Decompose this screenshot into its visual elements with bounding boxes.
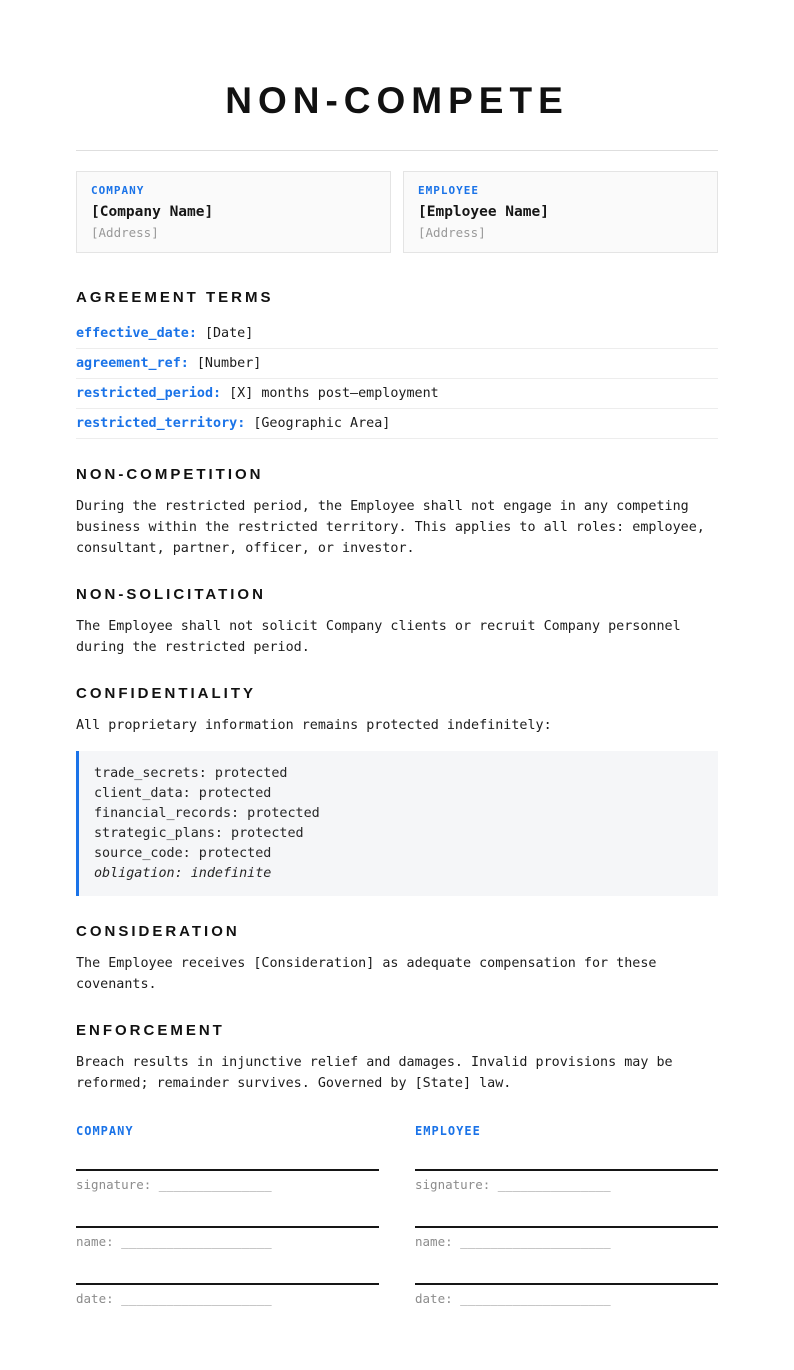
term-key: restricted_period: <box>76 386 222 401</box>
section-heading-non-solicitation: NON-SOLICITATION <box>76 586 266 603</box>
signature-field <box>415 1169 718 1193</box>
consideration-paragraph: The Employee receives [Consideration] as adequate compensation for these covenants. <box>76 956 657 992</box>
code-line-trade-secrets: trade_secrets: protected <box>94 766 288 781</box>
section-heading-non-competition: NON-COMPETITION <box>76 466 264 483</box>
name-field <box>415 1226 718 1250</box>
term-row-effective-date <box>76 319 718 349</box>
section-heading-enforcement: ENFORCEMENT <box>76 1022 225 1039</box>
term-row-restricted-period <box>76 379 718 409</box>
signature-party-label: EMPLOYEE <box>415 1124 481 1138</box>
date-field <box>76 1283 379 1307</box>
term-value: [Date] <box>204 326 254 341</box>
confidentiality-paragraph: All proprietary information remains protected indefinitely: <box>76 718 552 733</box>
non-solicitation-paragraph: The Employee shall not solicit Company clients or recruit Company personnel during the restricted period. <box>76 619 681 655</box>
term-value: [Number] <box>196 356 262 371</box>
party-role-label: EMPLOYEE <box>418 184 479 197</box>
term-row-agreement-ref <box>76 349 718 379</box>
title-divider <box>76 150 718 151</box>
section-heading-consideration: CONSIDERATION <box>76 923 240 940</box>
code-line-source-code: source_code: protected <box>94 846 272 861</box>
section-heading-agreement-terms: AGREEMENT TERMS <box>76 289 274 306</box>
party-address: [Address] <box>91 225 159 240</box>
term-row-restricted-territory <box>76 409 718 439</box>
name-field <box>76 1226 379 1250</box>
signature-party-label: COMPANY <box>76 1124 134 1138</box>
party-role-label: COMPANY <box>91 184 145 197</box>
term-key: restricted_territory: <box>76 416 246 431</box>
date-field-label: date: ____________________ <box>76 1291 272 1306</box>
term-value: [Geographic Area] <box>253 416 391 431</box>
enforcement-paragraph: Breach results in injunctive relief and damages. Invalid provisions may be reformed; remainder survives. Governed by [State] law. <box>76 1055 673 1091</box>
name-field-label: name: ____________________ <box>415 1234 611 1249</box>
date-field-label: date: ____________________ <box>415 1291 611 1306</box>
date-field <box>415 1283 718 1307</box>
confidentiality-code-block <box>76 751 718 896</box>
company-party-box <box>76 171 391 253</box>
non-competition-paragraph: During the restricted period, the Employee shall not engage in any competing business within the restricted territory. This applies to all roles: employee, consultant, partner, officer, or investor. <box>76 499 705 556</box>
party-name: [Employee Name] <box>418 204 549 220</box>
employee-signature-column <box>415 1124 718 1307</box>
party-address: [Address] <box>418 225 486 240</box>
party-name: [Company Name] <box>91 204 214 220</box>
section-heading-confidentiality: CONFIDENTIALITY <box>76 685 256 702</box>
signature-section <box>76 1124 718 1307</box>
signature-field <box>76 1169 379 1193</box>
signature-field-label: signature: _______________ <box>415 1177 611 1192</box>
term-value: [X] months post–employment <box>229 386 439 401</box>
code-line-obligation: obligation: indefinite <box>94 866 272 881</box>
code-line-strategic-plans: strategic_plans: protected <box>94 826 304 841</box>
code-line-financial-records: financial_records: protected <box>94 806 320 821</box>
term-key: agreement_ref: <box>76 356 189 371</box>
name-field-label: name: ____________________ <box>76 1234 272 1249</box>
code-line-client-data: client_data: protected <box>94 786 272 801</box>
term-key: effective_date: <box>76 326 197 341</box>
employee-party-box <box>403 171 718 253</box>
parties-row <box>76 171 718 253</box>
signature-field-label: signature: _______________ <box>76 1177 272 1192</box>
agreement-terms-list <box>76 319 718 439</box>
company-signature-column <box>76 1124 379 1307</box>
page-title: NON-COMPETE <box>225 80 569 121</box>
